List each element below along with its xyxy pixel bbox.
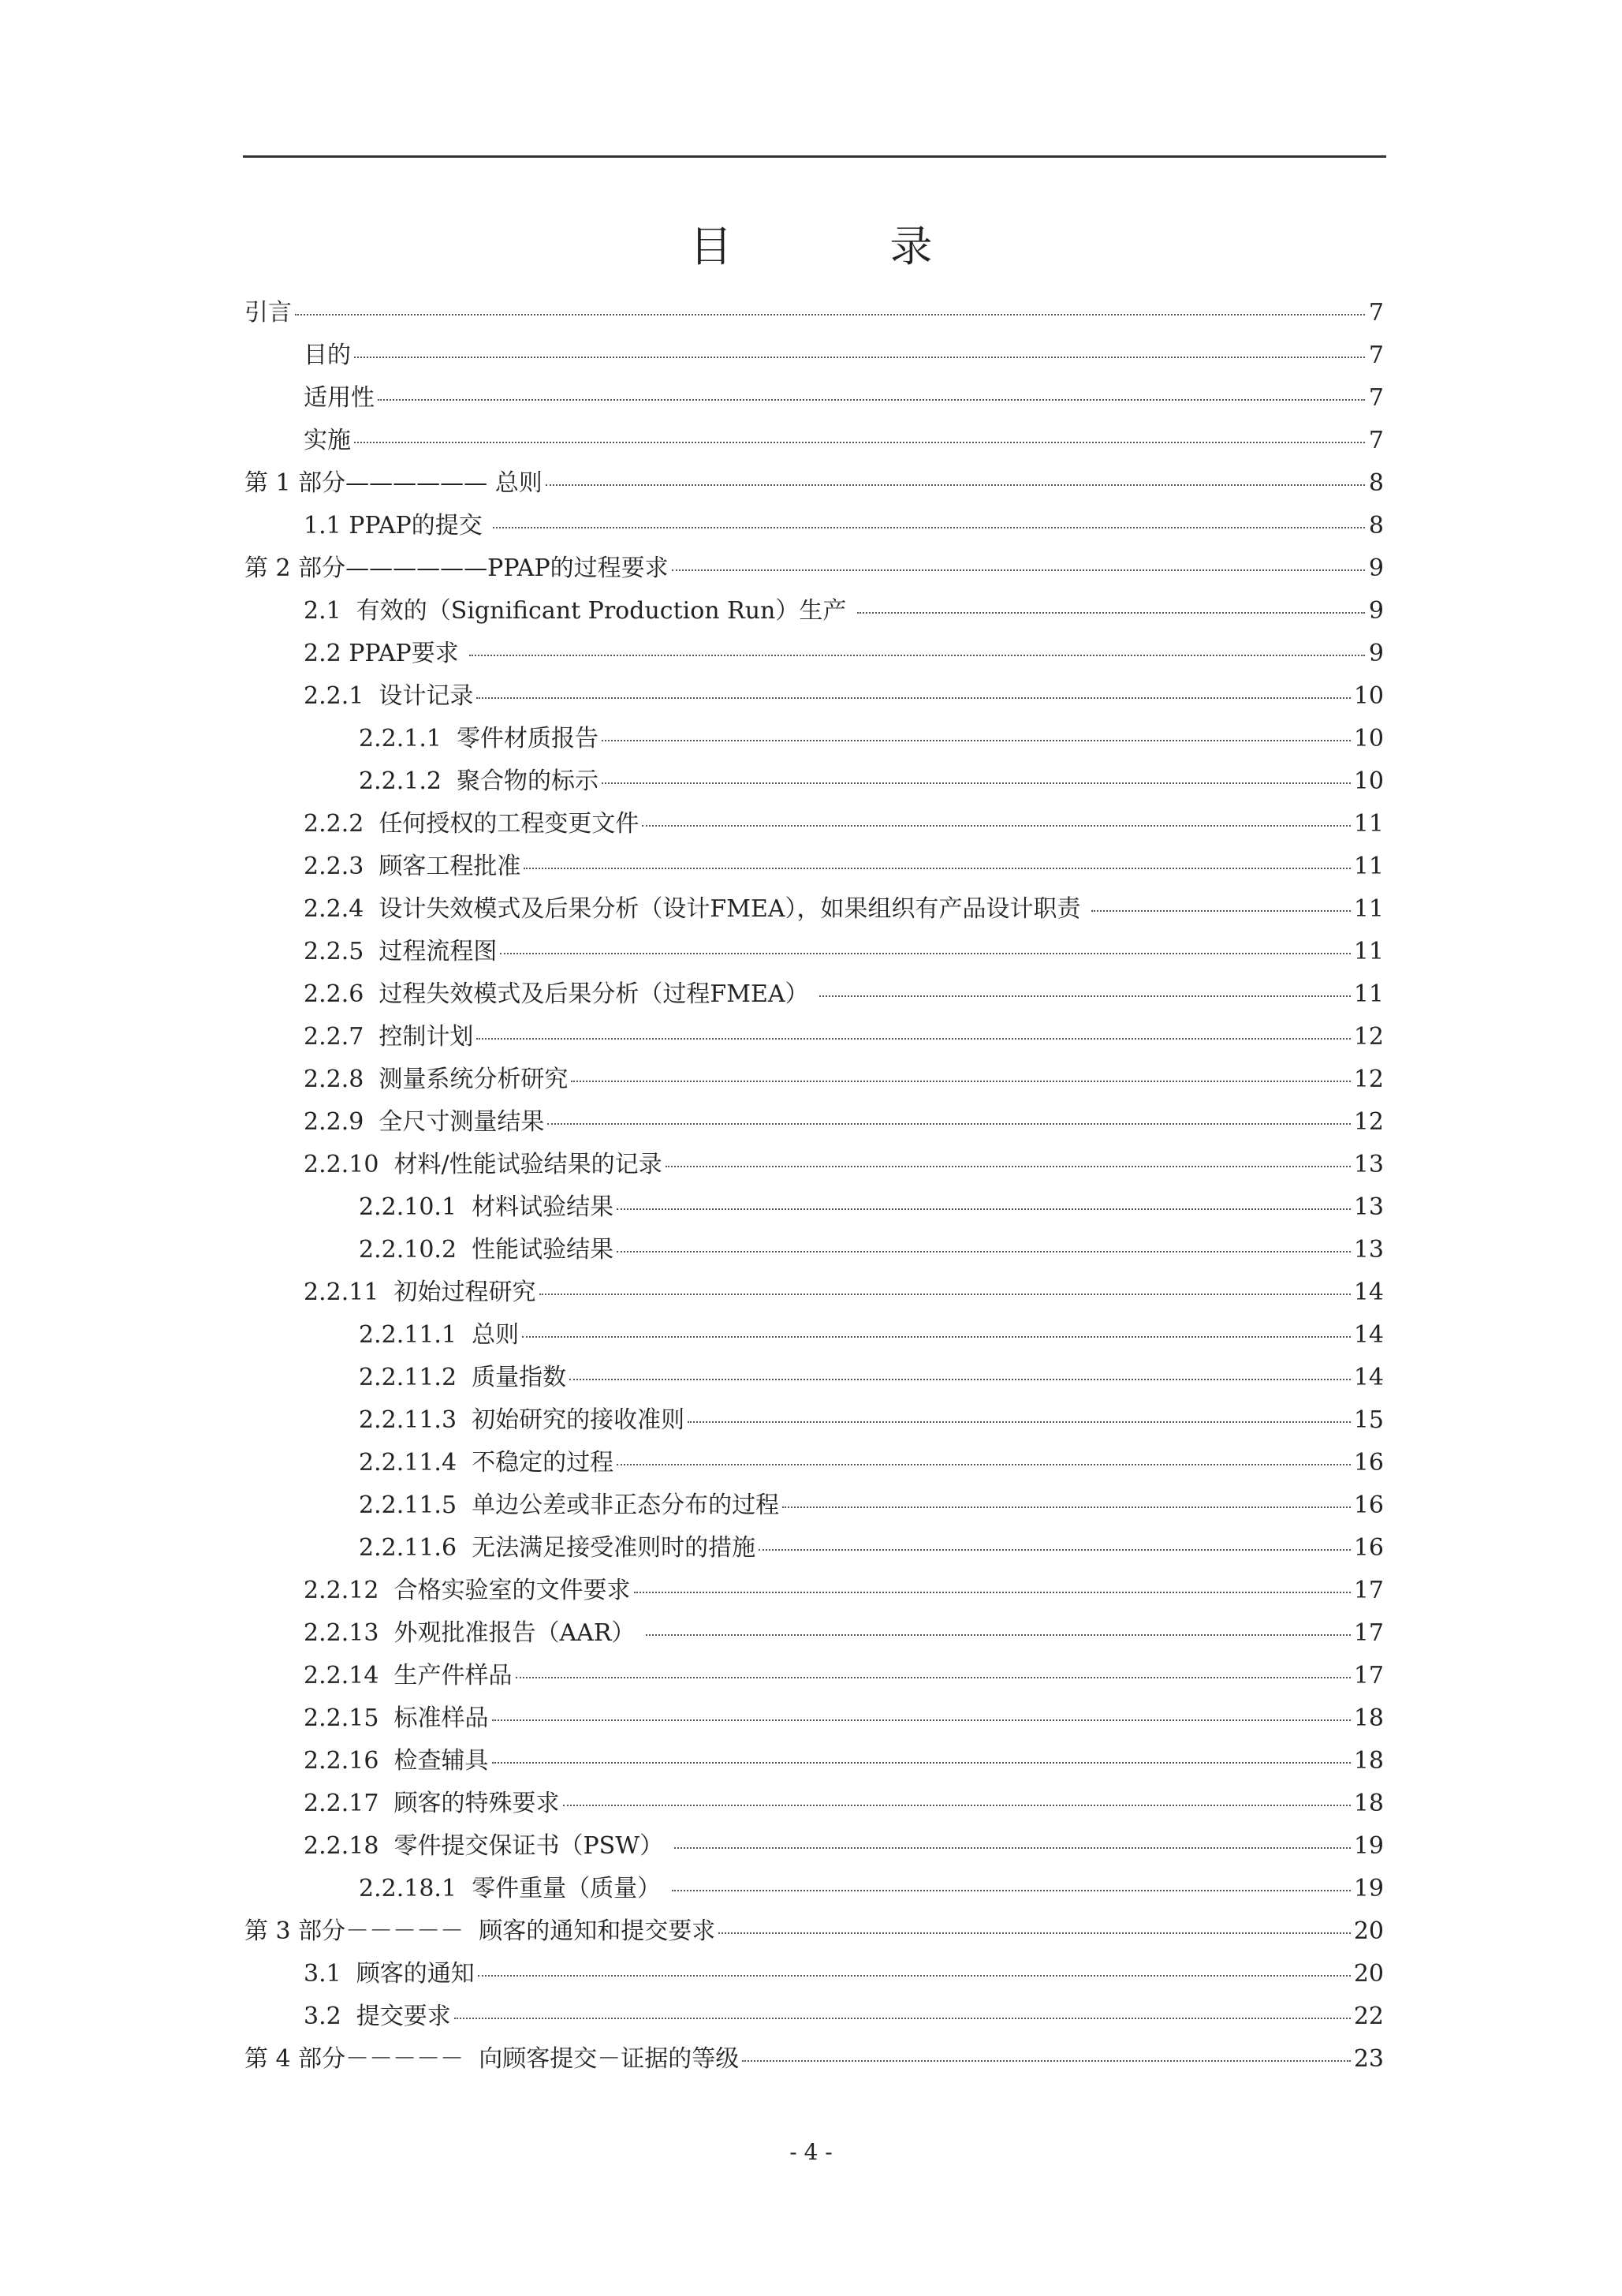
toc-entry-page: 15: [1353, 1406, 1384, 1434]
toc-entry-title: 2.2.11.1 总则: [359, 1321, 520, 1349]
toc-entry-title: 2.2.1.1 零件材质报告: [359, 725, 599, 752]
toc-entry-page: 18: [1353, 1747, 1384, 1775]
toc-entry-page: 12: [1353, 1066, 1384, 1093]
toc-entry-page: 18: [1353, 1790, 1384, 1817]
toc-entry-title: 2.2.10.1 材料试验结果: [359, 1193, 614, 1221]
toc-entry-page: 11: [1353, 810, 1384, 838]
toc-entry[interactable]: [244, 718, 1384, 760]
dot-leader: [1091, 910, 1351, 912]
toc-entry-page: 18: [1353, 1704, 1384, 1732]
toc-entry[interactable]: [244, 1101, 1384, 1144]
dot-leader: [546, 484, 1365, 486]
toc-entry-page: 16: [1353, 1534, 1384, 1562]
toc-entry-title: 2.2.16 检查辅具: [304, 1747, 489, 1775]
dot-leader: [617, 1208, 1351, 1210]
toc-entry[interactable]: [244, 590, 1384, 633]
toc-entry-page: 13: [1353, 1193, 1384, 1221]
dot-leader: [857, 612, 1365, 614]
toc-entry-page: 8: [1368, 512, 1384, 539]
toc-entry-page: 9: [1368, 597, 1384, 625]
dot-leader: [602, 740, 1351, 741]
dot-leader: [454, 2018, 1351, 2019]
toc-entry-title: 目的: [304, 342, 351, 369]
toc-entry-page: 14: [1353, 1279, 1384, 1306]
title-char-2: 录: [889, 222, 933, 271]
toc-entry-title: 2.2.11.2 质量指数: [359, 1364, 567, 1391]
toc-entry-page: 11: [1353, 980, 1384, 1008]
toc-entry-title: 2.2.3 顾客工程批准: [304, 853, 521, 880]
toc-entry[interactable]: [244, 1186, 1384, 1229]
toc-entry-page: 7: [1368, 342, 1384, 369]
dot-leader: [500, 953, 1350, 954]
toc-entry-title: 2.2.17 顾客的特殊要求: [304, 1790, 560, 1817]
toc-entry[interactable]: [244, 633, 1384, 675]
toc-entry-title: 2.2.13 外观批准报告（AAR）: [304, 1619, 643, 1647]
dot-leader: [478, 1975, 1351, 1977]
toc-entry-page: 19: [1353, 1832, 1384, 1860]
toc-entry-title: 2.2.8 测量系统分析研究: [304, 1066, 569, 1093]
toc-entry[interactable]: [244, 1910, 1384, 1953]
toc-entry[interactable]: [244, 1953, 1384, 1995]
toc-entry-page: 22: [1353, 2003, 1384, 2030]
toc-entry-title: 第 2 部分——————PPAP的过程要求: [244, 554, 669, 582]
toc-entry-title: 实施: [304, 427, 351, 454]
dot-leader: [492, 1719, 1351, 1721]
toc-entry[interactable]: [244, 1058, 1384, 1101]
toc-entry-title: 2.2.5 过程流程图: [304, 938, 498, 965]
toc-entry-page: 9: [1368, 640, 1384, 667]
toc-entry-page: 23: [1353, 2045, 1384, 2073]
toc-entry[interactable]: [244, 547, 1384, 590]
toc-entry[interactable]: [244, 1144, 1384, 1186]
dot-leader: [642, 825, 1350, 827]
dot-leader: [522, 1336, 1351, 1338]
toc-entry[interactable]: [244, 1527, 1384, 1570]
toc-entry[interactable]: [244, 1655, 1384, 1697]
dot-leader: [819, 995, 1351, 997]
toc-entry[interactable]: [244, 888, 1384, 931]
toc-entry-page: 17: [1353, 1577, 1384, 1604]
dot-leader: [493, 527, 1365, 528]
toc-entry[interactable]: [244, 760, 1384, 803]
toc-entry[interactable]: [244, 1868, 1384, 1910]
toc-entry-title: 第 1 部分—————— 总则: [244, 469, 543, 497]
toc-entry-page: 13: [1353, 1151, 1384, 1178]
dot-leader: [378, 399, 1365, 401]
toc-entry[interactable]: [244, 1697, 1384, 1740]
dot-leader: [759, 1549, 1351, 1551]
toc-entry[interactable]: [244, 1314, 1384, 1357]
toc-entry[interactable]: [244, 1825, 1384, 1868]
toc-entry[interactable]: [244, 1271, 1384, 1314]
dot-leader: [569, 1379, 1351, 1380]
toc-entry-title: 2.1 有效的（Significant Production Run）生产: [304, 597, 854, 625]
title-char-1: 目: [689, 222, 733, 271]
toc-entry-page: 14: [1353, 1321, 1384, 1349]
toc-entry[interactable]: [244, 1612, 1384, 1655]
toc-entry-title: 2.2.14 生产件样品: [304, 1662, 513, 1689]
toc-entry-title: 2.2.10 材料/性能试验结果的记录: [304, 1151, 662, 1178]
toc-entry[interactable]: [244, 675, 1384, 718]
dot-leader: [674, 1847, 1351, 1849]
toc-entry-title: 2.2.1.2 聚合物的标示: [359, 767, 599, 795]
toc-entry-page: 7: [1368, 299, 1384, 327]
toc-entry[interactable]: [244, 1357, 1384, 1399]
toc-entry-page: 11: [1353, 938, 1384, 965]
toc-entry-page: 11: [1353, 895, 1384, 923]
dot-leader: [617, 1464, 1351, 1465]
dot-leader: [666, 1166, 1351, 1167]
toc-entry-title: 引言: [244, 299, 292, 327]
toc-entry-title: 2.2.18.1 零件重量（质量）: [359, 1875, 669, 1902]
toc-entry-title: 2.2.11.5 单边公差或非正态分布的过程: [359, 1491, 780, 1519]
header-rule: [243, 155, 1386, 158]
dot-leader: [646, 1634, 1351, 1636]
dot-leader: [563, 1805, 1351, 1806]
toc-entry-title: 2.2.4 设计失效模式及后果分析（设计FMEA），如果组织有产品设计职责: [304, 895, 1089, 923]
toc-entry[interactable]: [244, 2038, 1384, 2081]
toc-entry-page: 20: [1353, 1960, 1384, 1988]
toc-entry[interactable]: [244, 1229, 1384, 1271]
dot-leader: [539, 1294, 1351, 1295]
dot-leader: [295, 314, 1365, 315]
toc-entry-title: 1.1 PPAP的提交: [304, 512, 490, 539]
toc-entry[interactable]: [244, 1442, 1384, 1484]
dot-leader: [782, 1506, 1351, 1508]
dot-leader: [672, 1890, 1351, 1891]
toc-entry-title: 3.2 提交要求: [304, 2003, 451, 2030]
toc-entry-page: 7: [1368, 384, 1384, 412]
dot-leader: [634, 1592, 1351, 1593]
toc-entry[interactable]: [244, 1016, 1384, 1058]
toc-entry[interactable]: [244, 846, 1384, 888]
dot-leader: [354, 442, 1365, 443]
toc-entry-page: 16: [1353, 1491, 1384, 1519]
toc-entry-page: 10: [1353, 767, 1384, 795]
dot-leader: [547, 1123, 1350, 1125]
toc-entry-page: 19: [1353, 1875, 1384, 1902]
toc-entry-page: 17: [1353, 1619, 1384, 1647]
toc-entry-title: 2.2.15 标准样品: [304, 1704, 489, 1732]
dot-leader: [476, 1038, 1350, 1040]
toc-entry-title: 2.2.7 控制计划: [304, 1023, 474, 1051]
dot-leader: [742, 2060, 1351, 2062]
toc-entry-title: 2.2.1 设计记录: [304, 682, 474, 710]
toc-entry-title: 2.2.2 任何授权的工程变更文件: [304, 810, 639, 838]
toc-entry[interactable]: [244, 973, 1384, 1016]
toc-entry[interactable]: [244, 462, 1384, 505]
toc-entry[interactable]: [244, 803, 1384, 846]
dot-leader: [476, 697, 1350, 699]
toc-entry-page: 9: [1368, 554, 1384, 582]
toc-entry-page: 12: [1353, 1108, 1384, 1136]
toc-entry[interactable]: [244, 420, 1384, 462]
dot-leader: [516, 1677, 1351, 1678]
toc-entry[interactable]: [244, 292, 1384, 334]
toc-entry-title: 2.2.6 过程失效模式及后果分析（过程FMEA）: [304, 980, 817, 1008]
toc-entry[interactable]: [244, 1399, 1384, 1442]
toc-entry-page: 14: [1353, 1364, 1384, 1391]
table-of-contents: [244, 292, 1384, 2081]
toc-entry-title: 2.2.12 合格实验室的文件要求: [304, 1577, 631, 1604]
toc-entry-title: 2.2.11.4 不稳定的过程: [359, 1449, 614, 1477]
dot-leader: [718, 1932, 1351, 1934]
toc-entry-title: 2.2.18 零件提交保证书（PSW）: [304, 1832, 671, 1860]
toc-entry-page: 17: [1353, 1662, 1384, 1689]
page-title: [0, 213, 1622, 274]
toc-entry-page: 16: [1353, 1449, 1384, 1477]
toc-entry-title: 第 3 部分－－－－－ 顾客的通知和提交要求: [244, 1917, 716, 1945]
toc-entry-title: 2.2.11.3 初始研究的接收准则: [359, 1406, 685, 1434]
toc-entry[interactable]: [244, 1995, 1384, 2038]
toc-entry-title: 2.2 PPAP要求: [304, 640, 467, 667]
dot-leader: [571, 1081, 1350, 1082]
page-number: - 4 -: [789, 2139, 833, 2165]
toc-entry[interactable]: [244, 505, 1384, 547]
toc-entry-title: 第 4 部分－－－－－ 向顾客提交－证据的等级: [244, 2045, 740, 2073]
dot-leader: [492, 1762, 1351, 1764]
toc-entry-page: 13: [1353, 1236, 1384, 1264]
toc-entry-title: 2.2.9 全尺寸测量结果: [304, 1108, 545, 1136]
dot-leader: [602, 782, 1351, 784]
dot-leader: [469, 655, 1365, 656]
toc-entry[interactable]: [244, 377, 1384, 420]
toc-entry-title: 2.2.10.2 性能试验结果: [359, 1236, 614, 1264]
toc-entry-page: 10: [1353, 725, 1384, 752]
toc-entry-page: 20: [1353, 1917, 1384, 1945]
toc-entry-title: 适用性: [304, 384, 375, 412]
toc-entry[interactable]: [244, 1740, 1384, 1783]
toc-entry-title: 2.2.11 初始过程研究: [304, 1279, 536, 1306]
dot-leader: [354, 357, 1365, 358]
toc-entry[interactable]: [244, 334, 1384, 377]
dot-leader: [524, 868, 1350, 869]
toc-entry-page: 10: [1353, 682, 1384, 710]
dot-leader: [688, 1421, 1351, 1423]
dot-leader: [617, 1251, 1351, 1253]
toc-entry-title: 2.2.11.6 无法满足接受准则时的措施: [359, 1534, 756, 1562]
toc-entry-page: 8: [1368, 469, 1384, 497]
toc-entry[interactable]: [244, 931, 1384, 973]
toc-entry-page: 7: [1368, 427, 1384, 454]
toc-entry[interactable]: [244, 1570, 1384, 1612]
toc-entry[interactable]: [244, 1484, 1384, 1527]
dot-leader: [672, 569, 1365, 571]
toc-entry-title: 3.1 顾客的通知: [304, 1960, 475, 1988]
toc-entry[interactable]: [244, 1783, 1384, 1825]
toc-entry-page: 11: [1353, 853, 1384, 880]
toc-entry-page: 12: [1353, 1023, 1384, 1051]
